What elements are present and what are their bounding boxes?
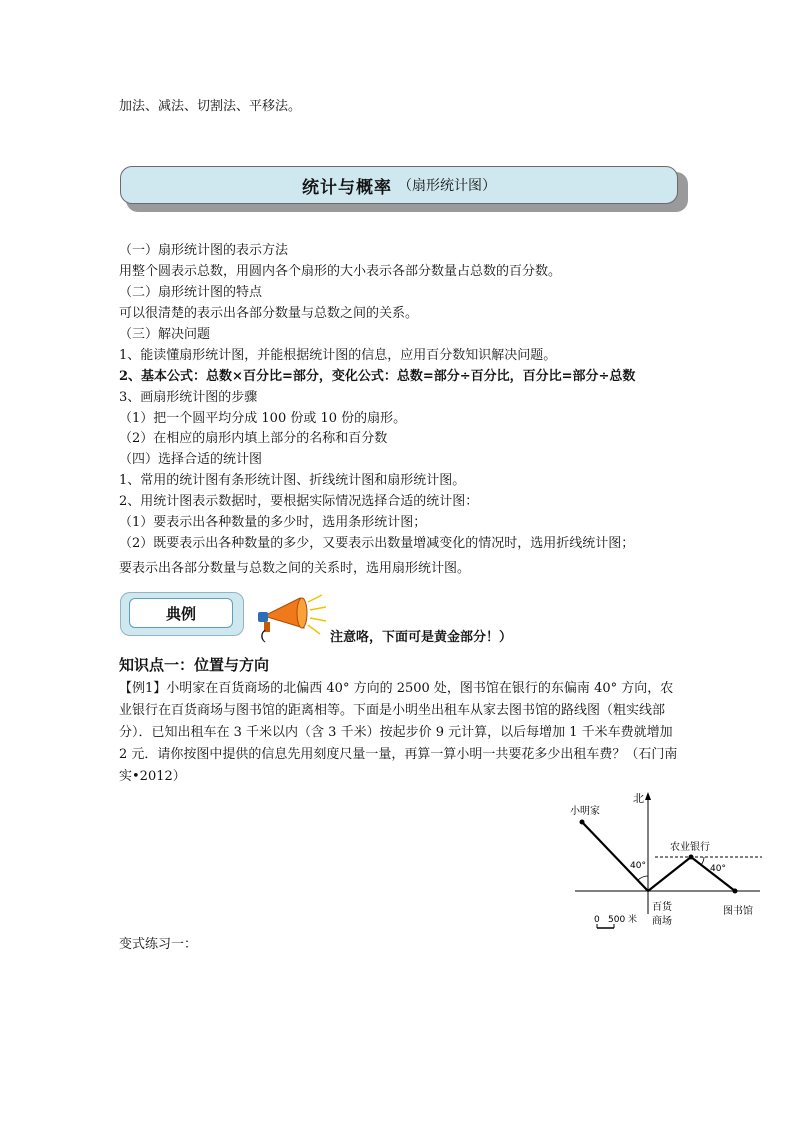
store-label-line1: 百货 (652, 902, 672, 913)
angle-label-left: 40° (630, 861, 646, 871)
text-step-1: （1）把一个圆平均分成 100 份或 10 份的扇形。 (119, 411, 407, 426)
home-label: 小明家 (570, 806, 600, 817)
bank-point (689, 855, 694, 860)
home-point (580, 820, 585, 825)
text-step-2: （2）在相应的扇形内填上部分的名称和百分数 (119, 431, 388, 446)
banner-subtitle: （扇形统计图） (398, 178, 496, 194)
angle-arc-left (638, 876, 648, 880)
text-solve-1: 1、能读懂扇形统计图，并能根据统计图的信息，应用百分数知识解决问题。 (119, 348, 557, 363)
route-bank-library (691, 857, 735, 891)
section-banner (120, 166, 678, 204)
text-features: 可以很清楚的表示出各部分数量与总数之间的关系。 (119, 306, 419, 321)
intro-methods-line: 加法、减法、切割法、平移法。 (119, 99, 302, 114)
text-choose-2: 2、用统计图表示数据时，要根据实际情况选择合适的统计图： (119, 494, 479, 509)
bank-label: 农业银行 (670, 842, 710, 853)
north-label: 北 (633, 792, 644, 805)
example-paragraph (119, 678, 679, 788)
text-representation: 用整个圆表示总数，用圆内各个扇形的大小表示各部分数量占总数的百分数。 (119, 264, 562, 279)
heading-choose: （四）选择合适的统计图 (119, 452, 263, 467)
variant-exercise-label: 变式练习一： (119, 937, 198, 952)
formula-line: 2、基本公式：总数×百分比=部分，变化公式：总数=部分÷百分比，百分比=部分÷总数 (119, 369, 636, 384)
route-store-bank (648, 857, 691, 891)
example-label: 【例1】 (119, 681, 167, 696)
text-choose-4: （2）既要表示出各种数量的多少，又要表示出数量增减变化的情况时，选用折线统计图； (119, 536, 635, 551)
banner-title: 统计与概率 (302, 177, 392, 198)
route-home-store (582, 822, 648, 891)
attention-text: 注意咯，下面可是黄金部分！） (330, 630, 513, 645)
heading-features: （二）扇形统计图的特点 (119, 285, 263, 300)
heading-representation: （一）扇形统计图的表示方法 (119, 243, 289, 258)
text-choose-5: 要表示出各部分数量与总数之间的关系时，选用扇形统计图。 (119, 561, 471, 576)
text-choose-3: （1）要表示出各种数量的多少时，选用条形统计图； (119, 515, 427, 530)
route-diagram (560, 784, 770, 934)
heading-solve: （三）解决问题 (119, 327, 211, 342)
library-point (733, 889, 738, 894)
north-arrow-icon (645, 792, 651, 800)
library-label: 图书馆 (723, 906, 753, 917)
attention-paren: （ (253, 630, 267, 645)
angle-arc-right (701, 857, 704, 865)
text-drawing-steps: 3、画扇形统计图的步骤 (119, 390, 258, 405)
scale-value-label: 500 米 (608, 915, 638, 925)
example-tag: 典例 (129, 598, 233, 628)
example-text: 小明家在百货商场的北偏西 40° 方向的 2500 处，图书馆在银行的东偏南 40° 方向，农业银行在百货商场与图书馆的距离相等。下面是小明坐出租车从家去图书馆的路线图（粗实线部分）．已知出租车在 3 千米以内（含 3 千米）按起步价 9 元计算，以后每增加 1 千米车费就增加 2 元．请你按图中提供的信息先用刻度尺量一量，再算一算小明一共要花多少出租车费？（石门南实•2012） (119, 681, 678, 784)
knowledge-point-title: 知识点一：位置与方向 (119, 656, 270, 674)
angle-label-right: 40° (710, 864, 726, 874)
text-choose-1: 1、常用的统计图有条形统计图、折线统计图和扇形统计图。 (119, 473, 466, 488)
scale-zero-label: 0 (594, 915, 600, 925)
store-label-line2: 商场 (652, 916, 672, 927)
